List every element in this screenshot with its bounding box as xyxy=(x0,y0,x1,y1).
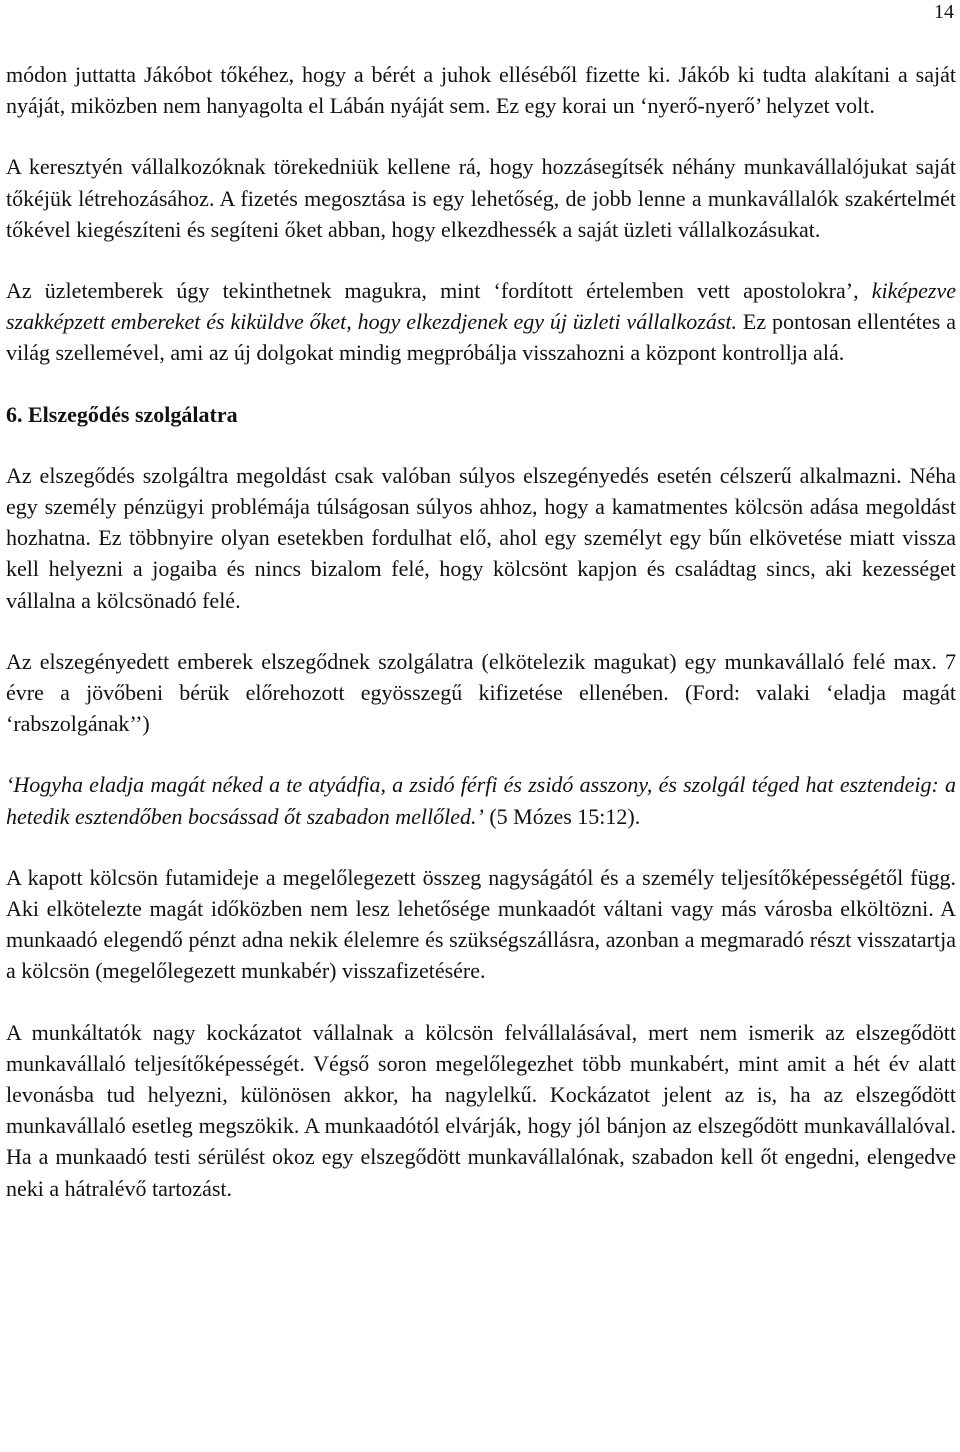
paragraph-5: Az elszegényedett emberek elszegődnek szolgálatra (elkötelezik magukat) egy munkavállaló felé max. 7 évre a jövőbeni bérük előrehozott egyösszegű kifizetése ellenében. (Ford: valaki ‘eladja magát ‘rabszolgának’’) xyxy=(6,648,956,737)
paragraph-7: A kapott kölcsön futamideje a megelőlegezett összeg nagyságától és a személy teljesítőképességétől függ. Aki elkötelezte magát időközben nem lesz lehetősége munkaadót váltani vagy más városba elköltözni. A munkaadó elegendő pénzt adna nekik élelemre és szükségszállásra, azonban a megmaradó részt visszatartja a kölcsön (megelőlegezett munkabér) visszafizetésére. xyxy=(6,864,956,984)
paragraph-3-italic: kiképezve szakképzett embereket és kiküldve őket, hogy elkezdjenek egy új üzleti vállalkozást. xyxy=(6,278,957,335)
paragraph-2: A keresztyén vállalkozóknak törekedniük kellene rá, hogy hozzásegítsék néhány munkavállalójukat saját tőkéjük létrehozásához. A fizetés megosztása is egy lehetőség, de jobb lenne a munkavállalók szakértelmét tőkével kiegészíteni és segíteni őket abban, hogy elkezdhessék a saját üzleti vállalkozásukat. xyxy=(6,154,956,242)
section-heading: 6. Elszegődés szolgálatra xyxy=(6,401,238,427)
paragraph-8: A munkáltatók nagy kockázatot vállalnak a kölcsön felvállalásával, mert nem ismerik az elszegődött munkavállaló teljesítőképességét. Végső soron megelőlegezhet több munkabért, mint amit a hét év alatt levonásba tud helyezni, különösen akkor, ha nagylelkű. Kockázatot jelent az is, ha az elszegődött munkavállaló esetleg megszökik. A munkaadótól elvárják, hogy jól bánjon az elszegődött munkavállalóval. Ha a munkaadó testi sérülést okoz egy elszegődött munkavállalónak, szabadon kell őt engedni, elengedve neki a hátralévő tartozást. xyxy=(6,1019,956,1201)
scripture-reference: (5 Mózes 15:12). xyxy=(489,803,641,829)
scripture-quote: ‘Hogyha eladja magát néked a te atyádfia, a zsidó férfi és zsidó asszony, és szolgál téged hat esztendeig: a hetedik esztendőben bocsássad őt szabadon mellőled.’ xyxy=(6,772,956,829)
paragraph-4: Az elszegődés szolgáltra megoldást csak valóban súlyos elszegényedés esetén célszerű alkalmazni. Néha egy személy pénzügyi problémája túlságosan súlyos ahhoz, hogy a kamatmentes kölcsön adása megoldást hozhatna. Ez többnyire olyan esetekben fordulhat elő, ahol egy személyt egy bűn elkövetése miatt vissza kell helyezni a jogaiba és nincs bizalom felé, hogy kölcsönt kapjon és családtag sincs, aki kezességet vállalna a kölcsönadó felé. xyxy=(6,462,956,613)
paragraph-3-intro: Az üzletemberek úgy tekinthetnek magukra, mint ‘fordított értelemben vett apostolokra’, xyxy=(6,278,859,304)
scripture-quote-paragraph xyxy=(6,769,956,831)
page-number: 14 xyxy=(934,1,954,23)
paragraph-1: módon juttatta Jákóbot tőkéhez, hogy a bérét a juhok elléséből fizette ki. Jákób ki tudta alakítani a saját nyáját, miközben nem hanyagolta el Lábán nyáját sem. Ez egy korai un ‘nyerő-nyerő’ helyzet volt. xyxy=(6,62,956,119)
paragraph-3 xyxy=(6,275,956,369)
paragraph-3-conclusion: Ez pontosan ellentétes a világ szellemével, ami az új dolgokat mindig megpróbálja visszahozni a központ kontrollja alá. xyxy=(6,309,956,366)
page-content xyxy=(6,59,956,1204)
